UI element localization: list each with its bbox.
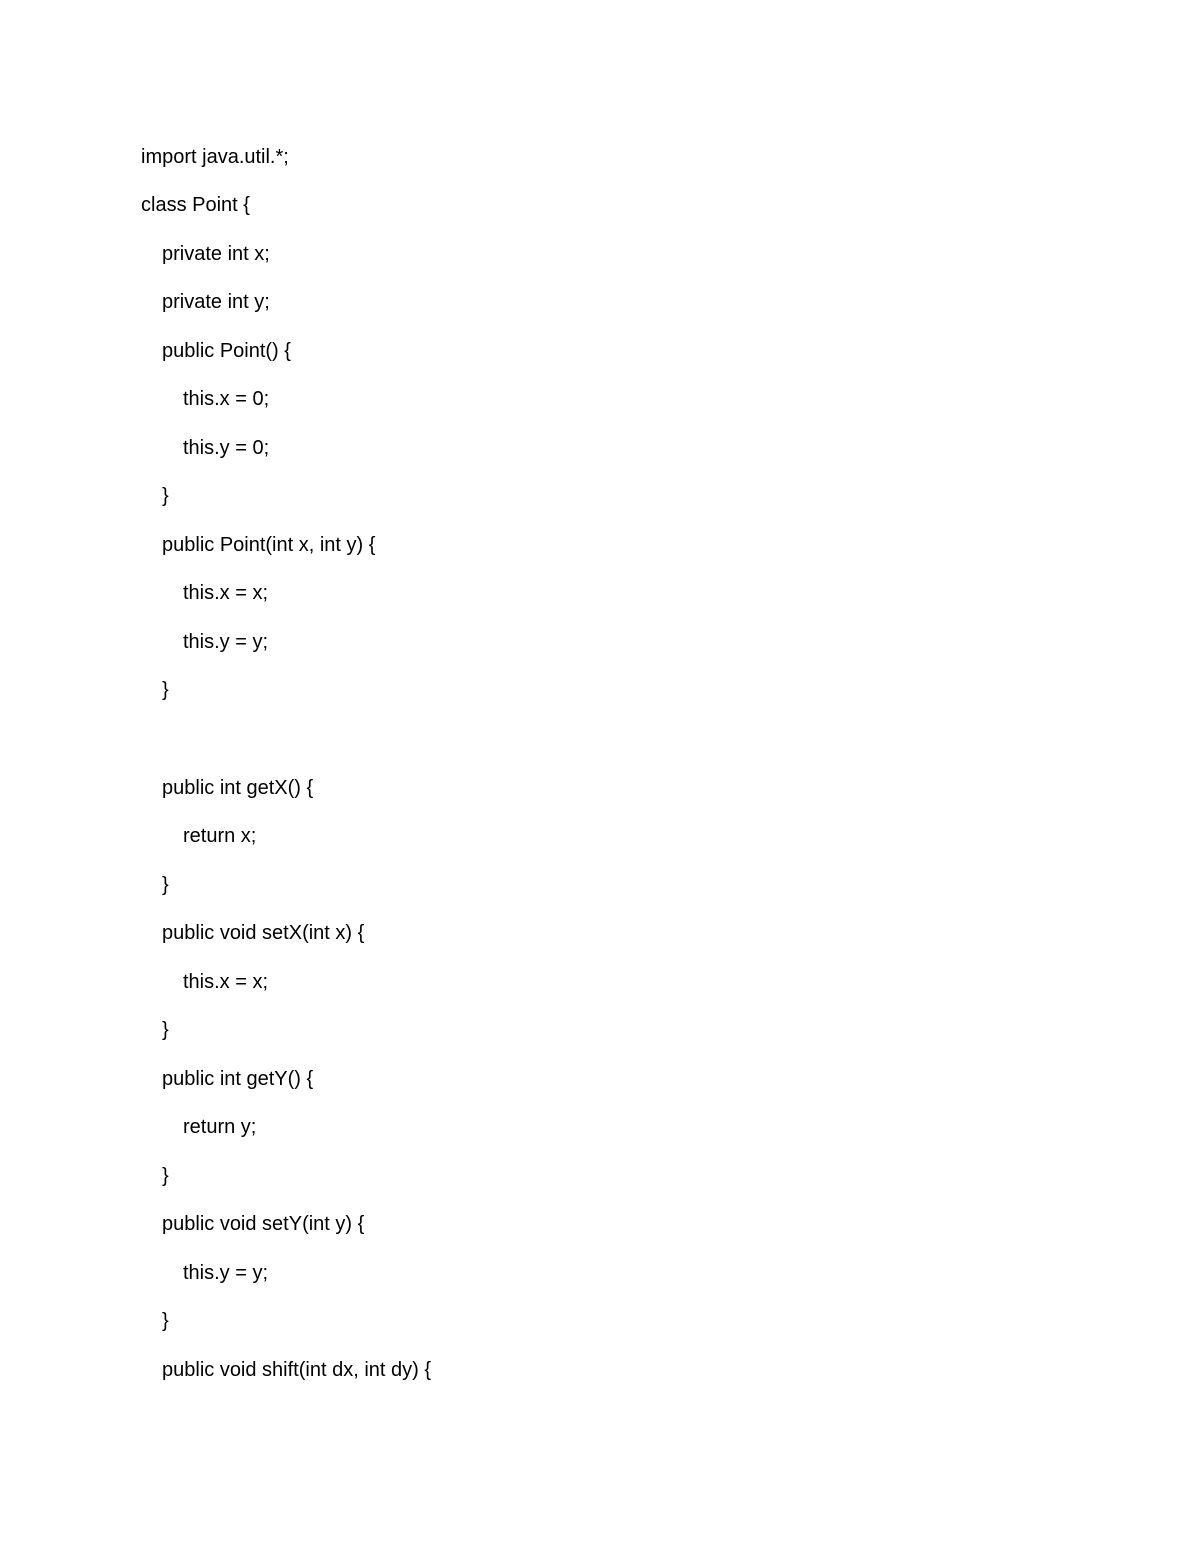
code-line: this.y = 0; bbox=[183, 437, 270, 459]
code-line: } bbox=[162, 1019, 169, 1041]
code-line: } bbox=[162, 1165, 169, 1187]
code-line: public void setX(int x) { bbox=[162, 922, 365, 944]
code-line: } bbox=[162, 485, 169, 507]
code-line: public Point(int x, int y) { bbox=[162, 534, 376, 556]
code-line: public void shift(int dx, int dy) { bbox=[162, 1359, 432, 1381]
code-line: public int getX() { bbox=[162, 777, 314, 799]
code-line: private int x; bbox=[162, 243, 270, 265]
code-line: this.x = x; bbox=[183, 582, 269, 604]
code-line: private int y; bbox=[162, 291, 270, 313]
code-line: public int getY() { bbox=[162, 1068, 314, 1090]
code-line: public void setY(int y) { bbox=[162, 1213, 365, 1235]
code-line: } bbox=[162, 874, 169, 896]
code-line: public Point() { bbox=[162, 340, 291, 362]
code-line: } bbox=[162, 679, 169, 701]
code-line: this.x = x; bbox=[183, 971, 269, 993]
code-line: this.y = y; bbox=[183, 1262, 269, 1284]
code-line: return x; bbox=[183, 825, 257, 847]
code-line: this.y = y; bbox=[183, 631, 269, 653]
code-line: return y; bbox=[183, 1116, 257, 1138]
code-line: import java.util.*; bbox=[141, 146, 289, 168]
code-line: this.x = 0; bbox=[183, 388, 270, 410]
code-line: } bbox=[162, 1310, 169, 1332]
code-line: class Point { bbox=[141, 194, 250, 216]
